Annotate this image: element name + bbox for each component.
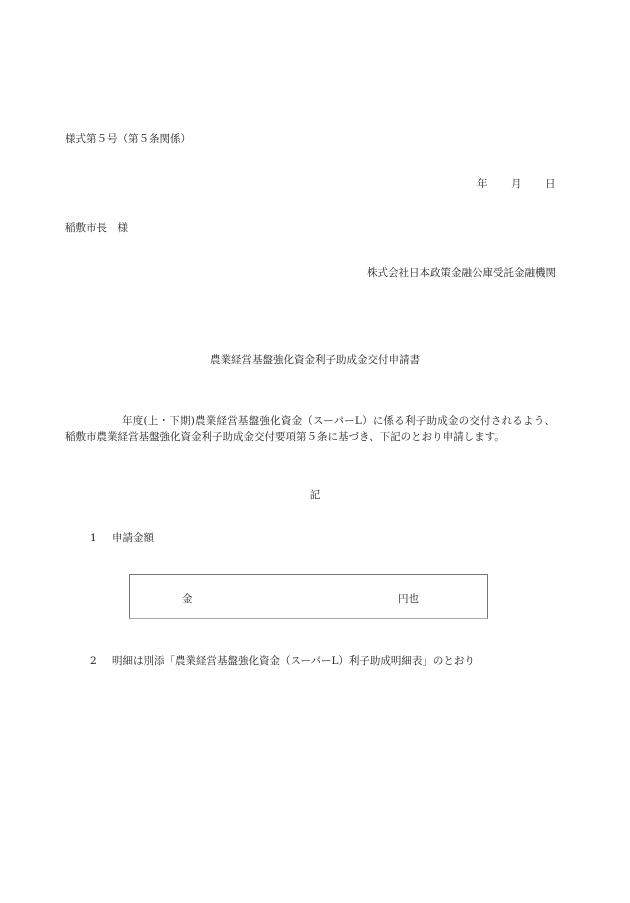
item-application-amount xyxy=(90,533,154,544)
date-day: 日 xyxy=(545,178,556,190)
item-details xyxy=(90,656,475,667)
item-number: 2 xyxy=(90,655,97,667)
body-paragraph: 年度(上・下期)農業経営基盤強化資金（スーパーL）に係る利子助成金の交付されるよう、稲敷市農業経営基盤強化資金利子助成金交付要項第５条に基づき、下記のとおり申請します。 xyxy=(65,415,555,443)
item-text: 明細は別添「農業経営基盤強化資金（スーパーL）利子助成明細表」のとおり xyxy=(112,655,475,667)
item-text: 申請金額 xyxy=(112,532,154,544)
amount-box xyxy=(129,574,488,619)
item-number: 1 xyxy=(90,532,97,544)
addressee: 稲敷市長 様 xyxy=(65,222,128,234)
date-month: 月 xyxy=(511,178,522,190)
applicant: 株式会社日本政策金融公庫受託金融機関 xyxy=(367,267,556,279)
ki-heading: 記 xyxy=(309,489,321,501)
amount-prefix: 金 xyxy=(182,593,193,605)
document-title: 農業経営基盤強化資金利子助成金交付申請書 xyxy=(210,354,420,366)
date-line xyxy=(477,179,556,190)
date-year: 年 xyxy=(477,178,488,190)
form-number: 様式第５号（第５条関係） xyxy=(65,133,191,145)
amount-suffix: 円也 xyxy=(398,593,419,605)
